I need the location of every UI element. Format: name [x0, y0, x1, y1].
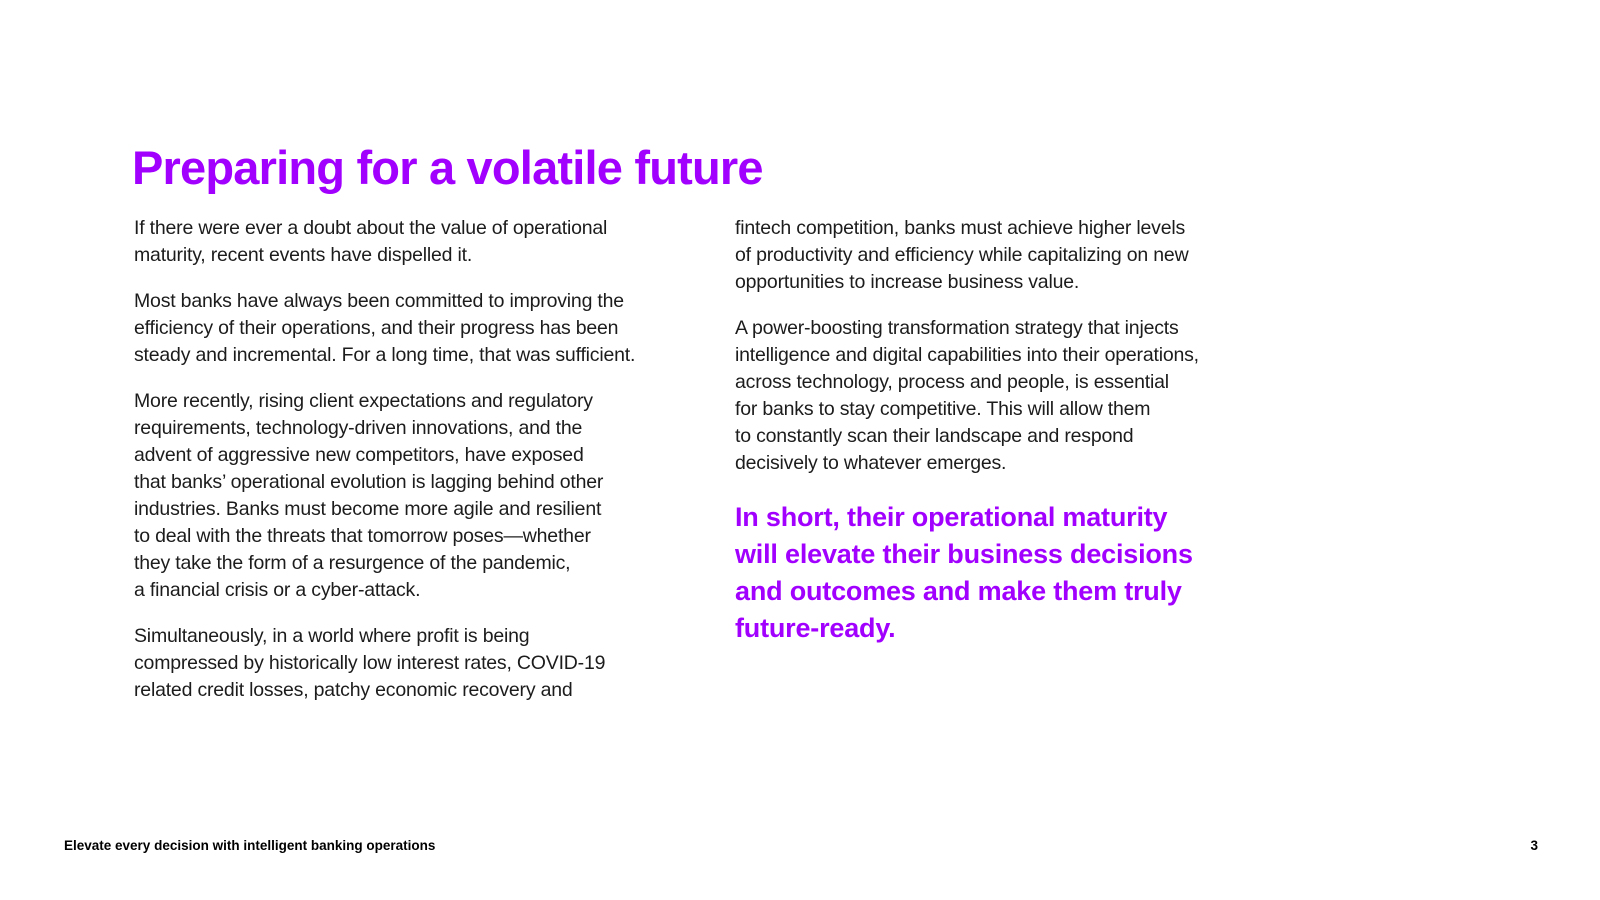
body-paragraph-4 [134, 623, 674, 704]
text-line: to deal with the threats that tomorrow poses—whether [134, 525, 591, 547]
text-line: that banks’ operational evolution is lagging behind other [134, 471, 604, 493]
text-line: efficiency of their operations, and their progress has been [134, 317, 619, 339]
callout-line: will elevate their business decisions [735, 539, 1193, 569]
text-line: steady and incremental. For a long time, that was sufficient. [134, 344, 636, 366]
callout-line: In short, their operational maturity [735, 502, 1168, 532]
text-line: compressed by historically low interest rates, COVID-19 [134, 652, 606, 674]
text-line: a financial crisis or a cyber-attack. [134, 579, 421, 601]
text-line: advent of aggressive new competitors, have exposed [134, 444, 584, 466]
page-number: 3 [1530, 838, 1538, 853]
text-line: A power-boosting transformation strategy that injects [735, 317, 1179, 339]
text-line: Simultaneously, in a world where profit is being [134, 625, 530, 647]
text-line: decisively to whatever emerges. [735, 452, 1007, 474]
body-paragraph-3 [134, 388, 674, 604]
text-line: of productivity and efficiency while capitalizing on new [735, 244, 1189, 266]
text-line: across technology, process and people, is essential [735, 371, 1169, 393]
text-line: related credit losses, patchy economic recovery and [134, 679, 573, 701]
text-line: opportunities to increase business value. [735, 271, 1080, 293]
text-line: to constantly scan their landscape and respond [735, 425, 1134, 447]
text-line: If there were ever a doubt about the value of operational [134, 217, 608, 239]
text-line: More recently, rising client expectations and regulatory [134, 390, 593, 412]
page-title: Preparing for a volatile future [132, 141, 763, 194]
body-paragraph-1 [134, 215, 674, 269]
left-column [134, 215, 674, 723]
callout-line: and outcomes and make them truly [735, 576, 1182, 606]
footer-document-title: Elevate every decision with intelligent banking operations [64, 838, 436, 853]
text-line: intelligence and digital capabilities into their operations, [735, 344, 1199, 366]
callout-line: future-ready. [735, 613, 896, 643]
callout-quote [735, 499, 1255, 647]
text-line: maturity, recent events have dispelled it. [134, 244, 473, 266]
text-line: fintech competition, banks must achieve higher levels [735, 217, 1186, 239]
text-line: requirements, technology-driven innovations, and the [134, 417, 583, 439]
body-paragraph-2 [134, 288, 674, 369]
body-paragraph-5 [735, 215, 1255, 296]
text-line: Most banks have always been committed to improving the [134, 290, 624, 312]
text-line: they take the form of a resurgence of the pandemic, [134, 552, 571, 574]
right-column [735, 215, 1255, 647]
text-line: for banks to stay competitive. This will allow them [735, 398, 1151, 420]
body-paragraph-6 [735, 315, 1255, 477]
text-line: industries. Banks must become more agile and resilient [134, 498, 602, 520]
